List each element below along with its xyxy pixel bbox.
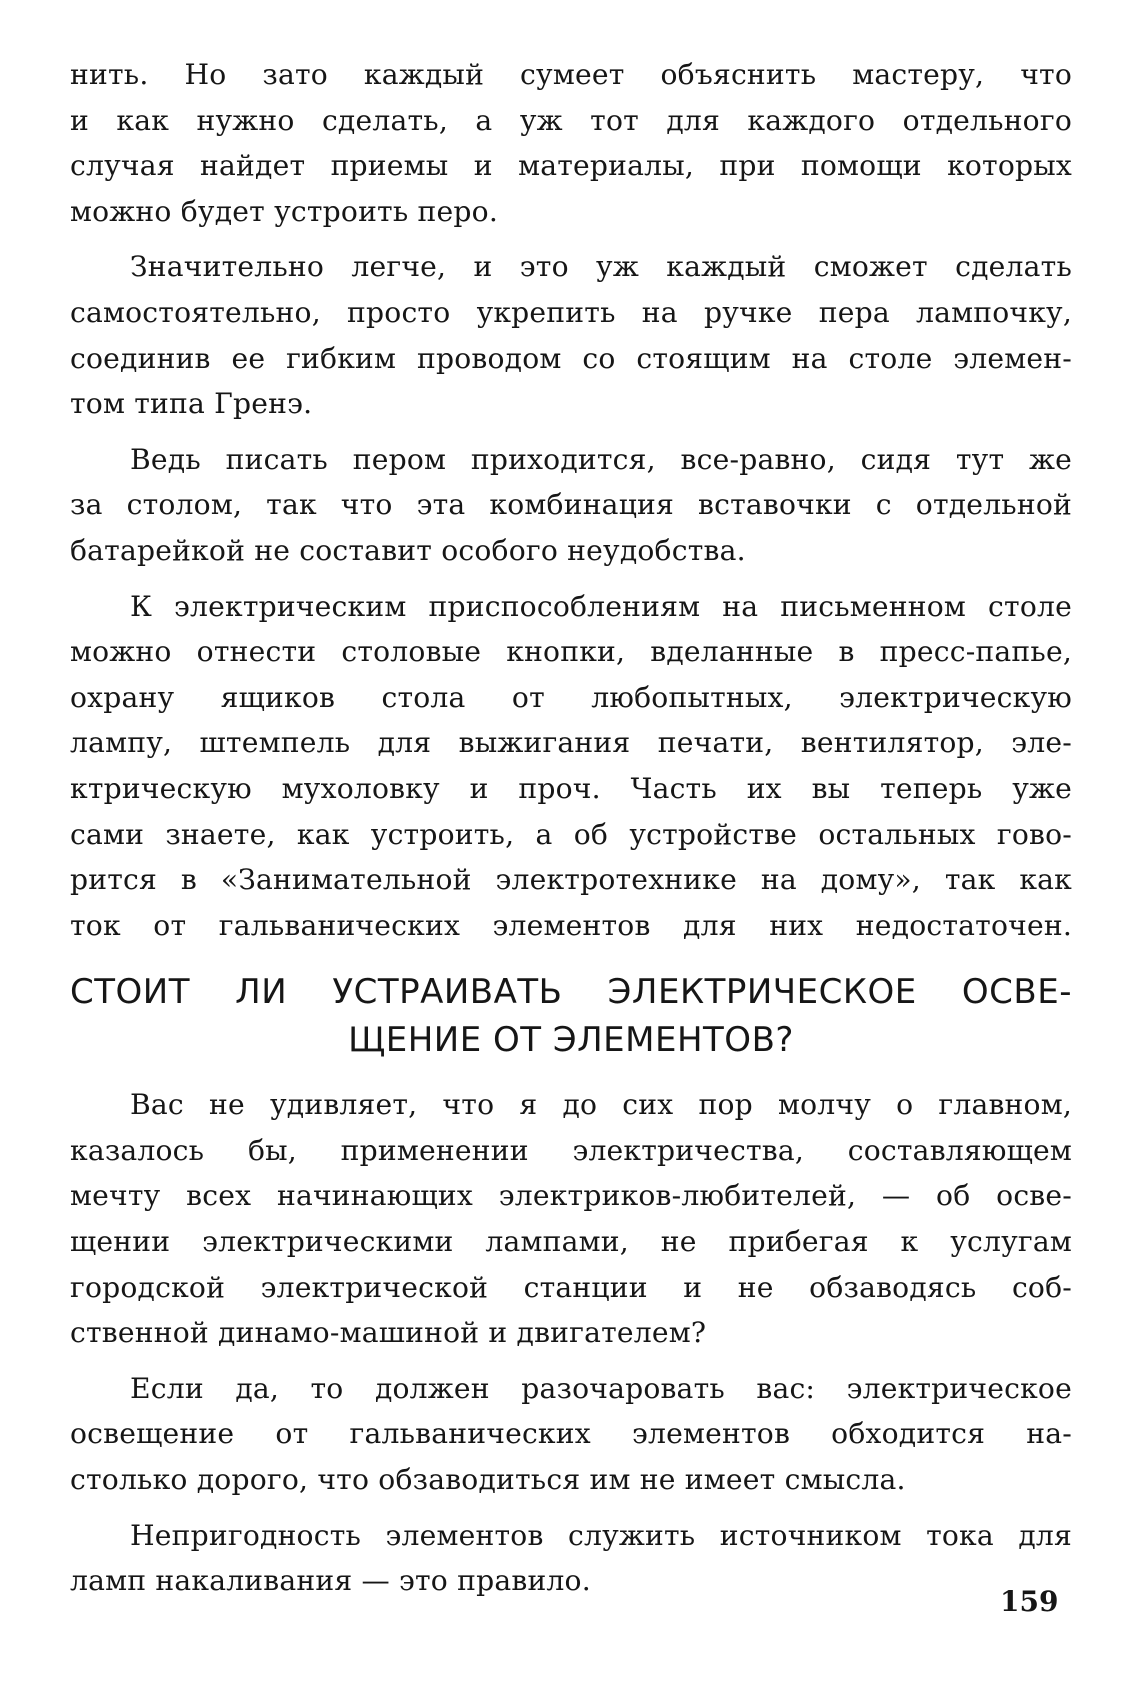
text-line: ственной динамо-машиной и двигателем? <box>70 1316 707 1350</box>
text-line: лампу, штемпель для выжигания печати, вентилятор, эле- <box>70 726 1072 760</box>
paragraph-4 <box>70 584 1072 949</box>
text-line: щении электрическими лампами, не прибегая к услугам <box>70 1225 1072 1259</box>
page-number: 159 <box>1000 1585 1059 1618</box>
text-line: столько дорого, что обзаводиться им не имеет смысла. <box>70 1463 906 1497</box>
text-line: случая найдет приемы и материалы, при помощи которых <box>70 149 1072 183</box>
paragraph-2 <box>70 244 1072 426</box>
text-line: казалось бы, применении электричества, составляющем <box>70 1133 1072 1167</box>
text-line: за столом, так что эта комбинация вставочки с отдельной <box>70 488 1072 522</box>
paragraph-6 <box>70 1366 1072 1503</box>
text-line: охрану ящиков стола от любопытных, электрическую <box>70 680 1072 714</box>
section-heading <box>70 968 1072 1064</box>
text-line: рится в «Занимательной электротехнике на дому», так как <box>70 863 1072 897</box>
page-body <box>70 52 1072 1604</box>
text-line: можно отнести столовые кнопки, вделанные в пресс-папье, <box>70 635 1072 669</box>
text-line: ток от гальванических элементов для них недостаточен. <box>70 908 1072 942</box>
text-line: сами знаете, как устроить, а об устройстве остальных гово- <box>70 817 1072 851</box>
text-line: Ведь писать пером приходится, все-равно, сидя тут же <box>130 442 1072 476</box>
text-line: и как нужно сделать, а уж тот для каждого отдельного <box>70 103 1072 137</box>
text-line: ламп накаливания — это правило. <box>70 1564 591 1598</box>
text-line: можно будет устроить перо. <box>70 194 498 228</box>
heading-line: ЩЕНИЕ ОТ ЭЛЕМЕНТОВ? <box>348 1020 794 1061</box>
paragraph-7 <box>70 1513 1072 1604</box>
text-line: Непригодность элементов служить источником тока для <box>130 1518 1072 1552</box>
paragraph-5 <box>70 1082 1072 1356</box>
heading-line: СТОИТ ЛИ УСТРАИВАТЬ ЭЛЕКТРИЧЕСКОЕ ОСВЕ- <box>70 972 1072 1013</box>
text-line: том типа Гренэ. <box>70 387 313 421</box>
text-line: мечту всех начинающих электриков-любителей, — об осве- <box>70 1179 1072 1213</box>
paragraph-3 <box>70 437 1072 574</box>
text-line: самостоятельно, просто укрепить на ручке пера лампочку, <box>70 295 1072 329</box>
text-line: Вас не удивляет, что я до сих пор молчу о главном, <box>130 1088 1072 1122</box>
text-line: городской электрической станции и не обзаводясь соб- <box>70 1270 1072 1304</box>
text-line: К электрическим приспособлениям на письменном столе <box>130 589 1072 623</box>
text-line: нить. Но зато каждый сумеет объяснить мастеру, что <box>70 58 1072 91</box>
text-line: ктрическую мухоловку и проч. Часть их вы теперь уже <box>70 771 1072 805</box>
text-line: соединив ее гибким проводом со стоящим на столе элемен- <box>70 341 1072 375</box>
text-line: Если да, то должен разочаровать вас: электрическое <box>130 1371 1072 1405</box>
text-line: батарейкой не составит особого неудобства. <box>70 533 746 567</box>
text-line: Значительно легче, и это уж каждый сможет сделать <box>130 250 1072 284</box>
text-line: освещение от гальванических элементов обходится на- <box>70 1417 1072 1451</box>
paragraph-1 <box>70 52 1072 234</box>
